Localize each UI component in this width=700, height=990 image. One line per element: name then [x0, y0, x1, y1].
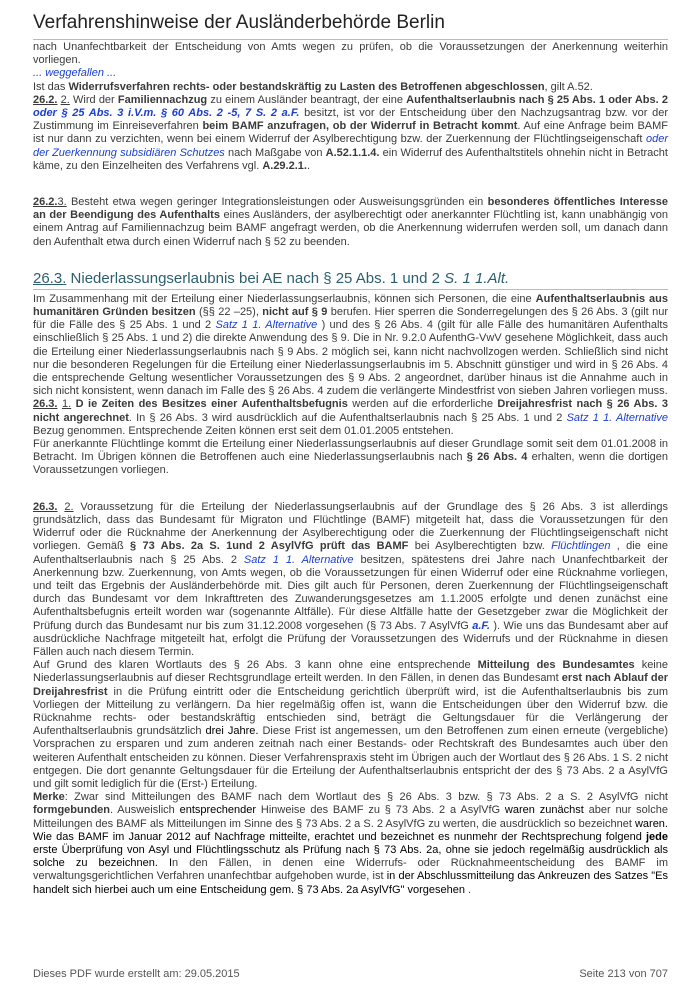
bold-text: D ie Zeiten des Besitzes einer Aufenthaltsbefugnis [71, 398, 348, 411]
text: zu einem Ausländer beantragt, der eine [207, 93, 407, 106]
section-number: 26.3. [33, 500, 58, 513]
bold-text: Aufenthaltserlaubnis nach § 25 Abs. 1 oder Abs. 2 [406, 93, 668, 106]
document-title: Verfahrenshinweise der Ausländerbehörde Berlin [33, 12, 445, 33]
paragraph-26-2-2 [33, 94, 668, 173]
removed-text-link[interactable]: ... weggefallen ... [33, 67, 117, 80]
page-number: Seite 213 von 707 [579, 968, 668, 980]
paragraph-26-2-3 [33, 196, 668, 249]
paragraph-merke [33, 791, 668, 897]
subsection-number: 1. [61, 398, 72, 411]
text: ). Wie uns das Bundesamt aber auf ausdrückliche Nachfrage mitgeteilt hat, erfolgt die Prüfung der Voraussetzungen des Widerrufs und der Rücknahme in diesen Fällen auch nach diesem Termin. [33, 619, 668, 658]
law-reference-link[interactable]: oder der Zuerkennung subsidiären Schutzes [33, 133, 668, 159]
bold-text: besonderes öffentliches Interesse an der Beendigung des Aufenthalts [33, 196, 668, 222]
page-footer [33, 968, 668, 980]
section-divider [33, 289, 668, 290]
text: ein Widerruf des Aufenthaltstitels ohnehin nicht in Betracht käme, zu den Einzelheiten des Verfahrens vgl. [33, 146, 668, 172]
text [158, 857, 169, 869]
paragraph [33, 659, 668, 791]
bold-text: erst nach Ablauf der Dreijahresfrist [33, 672, 668, 698]
text: besitzt, ist vor der Entscheidung über den Nachzugsantrag bzw. vor der Zustimmung im Einreiseverfahren [33, 107, 669, 133]
bold-text: beim BAMF anzufragen, ob der Widerruf in Betracht kommt [202, 120, 518, 133]
text: Diese Frist ist angemessen, um den Betroffenen zum einen erneute (vergebliche) Vorsprachen zu ersparen und zum anderen zeitnah nach einer Bestands- oder Rechtskraft des Bundesamtes auch über den weiteren Aufenthalt entscheiden zu können. Dieser Verfahrenspraxis steht im Übrigen auch der Wortlaut des § 26 Abs. 1 S. 2 nicht entgegen. Die dort genannte Geltungsdauer für die Erteilung der Aufenthaltserlaubnis entspricht der des § 73 Abs. 2 a AsylVfG und gilt somit lediglich für die (Erst-) Erteilung. [33, 725, 668, 790]
section-number: 26.3. [33, 398, 58, 411]
section-number: 26.2. [33, 196, 58, 209]
section-number: 26.2. [33, 93, 58, 106]
bold-text: Dreijahresfrist nach § 26 Abs. 3 nicht angerechnet [33, 398, 668, 424]
text: . Auf eine Anfrage beim BAMF ist nur dann zu verzichten, wenn bei einem Widerruf der Asylberechtigung bzw. der Zuerkennung der Flüchtlingseigenschaft [33, 120, 668, 146]
footer-created-date: Dieses PDF wurde erstellt am: 29.05.2015 [33, 968, 240, 980]
text: n den Fällen, in denen eine Widerrufs- oder Rücknahmeentscheidung des BAMF im verwaltungsgerichtlichen Verfahren unanfechtbar aufgehoben wurde, ist [33, 857, 669, 883]
bold-text: A.52.1.1.4. [325, 146, 380, 159]
text: Hinweise des BAMF zu § 73 Abs. 2 a AsylVfG [256, 804, 505, 817]
text: werden auf die erforderliche [347, 398, 498, 411]
bold-text: formgebunden [33, 804, 110, 817]
text: berufen. Hier sperren die Sonderregelungen des § 26 Abs. 3 (gilt nur für die Fälle des § 25 Abs. 1 und 2 [33, 306, 669, 332]
text: (§§ 22 –25), [195, 306, 263, 319]
bold-text: Merke [33, 791, 65, 804]
text: Besteht etwa wegen geringer Integrationsleistungen oder Ausweisungsgründen ein [66, 196, 488, 209]
text: bei Asylberechtigten bzw. [408, 540, 552, 553]
spacer [33, 173, 668, 196]
bold-text: § 26 Abs. 4 [466, 451, 528, 464]
law-reference-link[interactable]: Flüchtlingen [551, 540, 611, 553]
bold-text: A.29.2.1. [262, 159, 307, 172]
text: besitzen, spätestens drei Jahre nach Unanfechtbarkeit der Anerkennung bzw. Zuerkennung, von Amts wegen, ob die Voraussetzungen für einen Widerruf oder eine Rücknahme vorliegen, und teilt das Ergebnis der Ausländerbehörde mit. Dies gilt auch für Personen, deren Zuerkennung der Flüchtlingseigenschaft durch das Bundesamt vor dem Inkrafttreten des Zuwanderungsgesetzes am 1.1.2005 erfolgte und denen zunächst eine Aufenthaltsbefugnis erteilt worden war (sogenannte Altfälle). Für diese Altfälle hatte der Gesetzgeber zwar die Möglichkeit der Prüfung durch das Bundesamt nur bis zum 31.12.2008 vorgesehen (§ 73 Abs. 7 AsylVfG [33, 553, 668, 632]
text: Bezug genommen. Entsprechende Zeiten können erst seit dem 01.01.2005 entstehen. [33, 424, 454, 437]
spacer [33, 478, 668, 501]
paragraph-26-3-2 [33, 501, 668, 659]
section-heading-number: 26.3. [33, 269, 67, 287]
text: keine Niederlassungserlaubnis auf dieser Rechtsgrundlage erteilt werden. In den Fällen, in denen das Bundesamt [33, 659, 668, 685]
highlighted-text: drei Jahre. [205, 725, 259, 738]
bold-text: nicht auf § 9 [262, 306, 328, 319]
text: Voraussetzung für die Erteilung der Niederlassungserlaubnis auf der Grundlage des § 26 Abs. 3 ist allerdings grundsätzlich, dass das Bundesamt für Migraton und Flüchtlinge (BAMF) mitgeteilt hat, dass die Voraussetzungen für den Widerruf oder die Rücknahme der Anerkennung der Asylberechtigung oder die Zuerkennung der Flüchtlingseigenschaft nicht vorliegen. Gemäß [33, 500, 668, 553]
text: ) und des § 26 Abs. 4 (gilt für alle Fälle des humanitären Aufenthalts einschließlich § 25 Abs. 1 und 2) die direkte Anwendung des § 9. Die in Nr. 9.2.0 AufenthG-VwV gesehene Möglichkeit, dass auch die Erteilung einer Niederlassungserlaubnis nach § 9 Abs. 2 möglich sei, kann nicht nachvollzogen werden. Schließlich sind nicht nur die besonderen Regelungen für die Erteilung einer Niederlassungserlaubnis im 5. Abschnitt günstiger und wird in § 26 Abs. 4 die entsprechende Geltung wesentlicher Voraussetzungen des § 9 Abs. 2 angeordnet, darüber hinaus ist die Annahme auch in sich nicht konsistent, wenn danach im Falle des § 26 Abs. 4 zudem die verlängerte Mindestfrist von sieben Jahren vorliegen muss. [33, 319, 668, 398]
text: . [464, 883, 472, 896]
bold-text: Aufenthaltserlaubnis aus humanitären Gründen besitzen [33, 292, 668, 319]
bold-text: Familiennachzug [117, 93, 208, 106]
bold-text: § 73 Abs. 2a S. 1und 2 AsylVfG prüft das BAMF [130, 540, 409, 553]
text: Für anerkannte Flüchtlinge kommt die Erteilung einer Niederlassungserlaubnis auf dieser Grundlage somit seit dem 01.01.2008 in Betracht. Im Übrigen können die Betroffenen auch eine Niederlassungserlaubnis nach [33, 438, 668, 464]
bold-text: jede [645, 830, 668, 843]
law-reference-link[interactable]: a.F. [472, 619, 490, 632]
page-header [33, 10, 668, 40]
highlighted-text: I [168, 857, 173, 870]
subsection-number: 2. [60, 93, 70, 106]
text: , gilt A.52. [544, 80, 593, 93]
text: . Ausweislich [110, 804, 180, 817]
paragraph [33, 438, 668, 478]
text: aber nur solche Mitteilungen des BAMF als Mitteilungen im Sinne des § 73 Abs. 2 a S. 2 AsylVfG zu werten, die ausdrücklich so bezeichnet [33, 804, 668, 830]
law-reference-link[interactable]: oder § 25 Abs. 3 i.V.m. § 60 Abs. 2 -5, 7 S. 2 a.F. [33, 107, 300, 120]
text: nach Maßgabe von [224, 146, 326, 159]
text: . In § 26 Abs. 3 wird ausdrücklich auf die Aufenthaltserlaubnis nach § 25 Abs. 1 und 2 [128, 411, 567, 424]
section-heading [33, 269, 668, 288]
paragraph [33, 293, 668, 399]
paragraph-text: nach Unanfechtbarkeit der Entscheidung von Amts wegen zu prüfen, ob die Voraussetzungen der Anerkennung weiterhin vorliegen. [33, 41, 668, 67]
highlighted-text: waren zunächst [504, 804, 584, 817]
bold-text: Widerrufsverfahren rechts- oder bestandskräftig zu Lasten des Betroffenen abgeschlossen [68, 80, 545, 93]
section-heading-italic: S. 1 1.Alt. [444, 269, 510, 287]
law-reference-link[interactable]: Satz 1 1. Alternative [566, 411, 668, 424]
bold-text: Mitteilung des Bundesamtes [477, 659, 635, 672]
paragraph [33, 67, 668, 80]
header-divider [33, 39, 668, 40]
highlighted-text: entsprechender [179, 804, 257, 817]
text: eines Ausländers, der asylberechtigt oder anerkannter Flüchtling ist, kann unabhängig von einem Antrag auf Familiennachzug beim BAMF angefragt werden, ob die Anerkennung widerrufen werden soll, um danach dann den Aufenthalt etwa durch einen Widerruf nach § 52 zu beenden. [33, 209, 668, 248]
text: : Zwar sind Mitteilungen des BAMF nach dem Wortlaut des § 26 Abs. 3 bzw. § 73 Abs. 2 a S. 2 AsylVfG nicht [64, 791, 668, 804]
highlighted-text: in der Abschlussmitteilung das Ankreuzen des Satzes "Es handelt sich hierbei auch um eine Entscheidung gem. § 73 Abs. 2a AsylVfG" vorgesehen [33, 870, 669, 896]
paragraph [33, 41, 668, 67]
law-reference-link[interactable]: Satz 1 1. Alternative [215, 319, 318, 332]
subsection-number: 3. [57, 196, 67, 209]
paragraph-26-3-1 [33, 398, 668, 438]
paragraph [33, 81, 668, 94]
text: , die eine Aufenthaltserlaubnis nach § 25 Abs. 2 [33, 540, 668, 566]
document-body [33, 41, 668, 897]
text: erhalten, wenn die dortigen Voraussetzungen vorliegen. [33, 451, 668, 477]
law-reference-link[interactable]: Satz 1 1. Alternative [243, 553, 354, 566]
text: Wird der [69, 93, 118, 106]
text: Auf Grund des klaren Wortlauts des § 26 Abs. 3 kann ohne eine entsprechende [33, 659, 478, 672]
text: Im Zusammenhang mit der Erteilung einer Niederlassungserlaubnis, können sich Personen, die eine [33, 292, 536, 305]
text: Ist das [33, 80, 69, 93]
highlighted-text: waren. Wie das BAMF im Januar 2012 auf Nachfrage mitteilte, erachtet und bezeichnet es nunmehr der Rechtsprechung folgend [33, 817, 668, 843]
text: in die Prüfung eintritt oder die Entscheidung gerichtlich überprüft wird, ist die Aufenthaltserlaubnis bis zum Vorliegen der Mitteilung zu verlängern. Da hier regelmäßig offen ist, wann die Entscheidungen über den Widerruf bzw. die Rücknahme rechts- oder bestandskräftig entschieden sind, beträgt die Geltungsdauer für die Verlängerung der Aufenthaltserlaubnis grundsätzlich [33, 685, 668, 738]
section-heading-text: Niederlassungserlaubnis bei AE nach § 25 Abs. 1 und 2 [66, 269, 445, 287]
highlighted-text: erste Überprüfung von Asyl und Flüchtlingsschutz als Prüfung nach § 73 Abs. 2a, ohne sie jedoch regelmäßig ausdrücklich als solche zu bezeichnen. [33, 843, 668, 870]
text: . [306, 159, 311, 172]
subsection-number: 2. [64, 500, 74, 513]
